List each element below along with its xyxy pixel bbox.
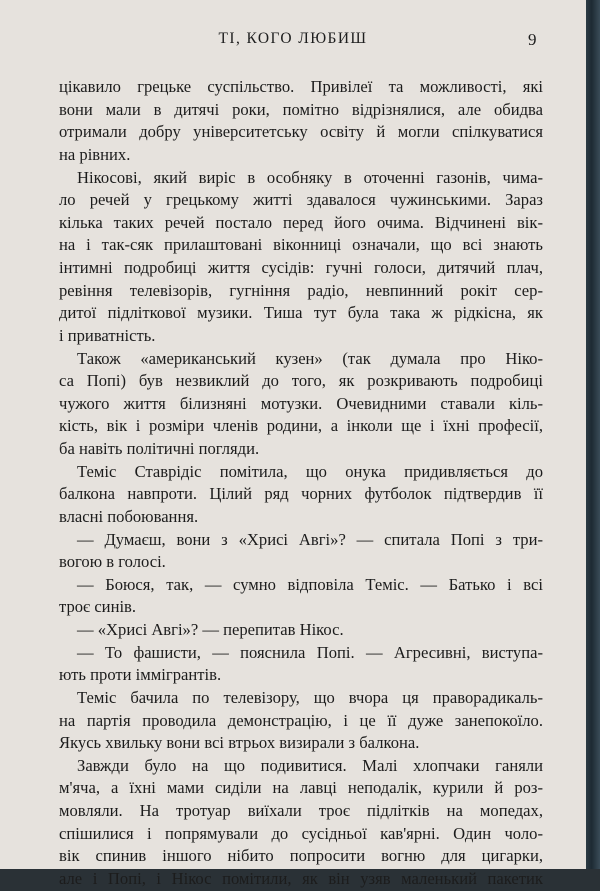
text-line: власні побоювання. [59,506,199,526]
text-line: — Боюся, так, — сумно відповіла Теміс. — Батько і всі [77,574,543,594]
text-line: Завжди було на що подивитися. Малі хлопчаки ганяли [77,755,543,775]
page-number: 9 [528,30,537,49]
text-line: вони мали в дитячі роки, помітно відрізнялися, але обидва [59,99,543,119]
text-line: цікавило грецьке суспільство. Привілеї та можливості, які [59,77,543,96]
text-line: інтимні подробиці життя сусідів: гучні голоси, дитячий плач, [59,258,543,277]
text-line: ба навіть політичні погляди. [59,439,260,458]
text-line: на і так-сяк прилаштовані віконниці означали, що всі знають [59,235,543,255]
text-line: Теміс Ставрідіс помітила, що онука придивляється до [77,461,543,481]
text-line: м'яча, а їхні мами сиділи на лавці неподалік, курили й роз- [59,778,543,798]
text-line: чужого життя білизняні мотузки. Очевидними ставали кіль- [59,393,543,413]
text-line: кілька таких речей постало перед його очима. Відчинені вік- [59,212,543,232]
text-line: — Думаєш, вони з «Хрисі Авгі»? — спитала Попі з три- [77,529,543,549]
text-line: вік спинив іншого нібито попросити вогню для цигарки, [59,846,543,866]
running-head-title: ТІ, КОГО ЛЮБИШ [218,30,368,47]
text-line: балкона навпроти. Цілий ряд чорних футболок підтвердив її [59,484,543,504]
text-line: — «Хрисі Авгі»? — перепитав Нікос. [77,620,344,639]
text-line: троє синів. [59,597,137,617]
body-text [59,76,543,891]
text-line: Також «американський кузен» (так думала про Ніко- [77,348,543,368]
text-line: Якусь хвильку вони всі втрьох визирали з балкона. [59,733,420,753]
text-line: вогою в голосі. [59,552,166,572]
text-line: мовляли. На тротуар виїхали троє підлітків на мопедах, [59,801,543,820]
text-line: кість, вік і розміри членів родини, а інколи ще і їхні професії, [59,416,543,436]
text-line: спішилися і попрямували до сусідньої кав'ярні. Один чоло- [59,823,543,843]
text-line: — То фашисти, — пояснила Попі. — Агресивні, виступа- [77,642,543,662]
text-line: але і Попі, і Нікос помітили, як він узяв маленький пакетик [59,868,543,888]
text-line: ло речей у грецькому житті здавалося чужинськими. Зараз [59,190,543,210]
text-line: отримали добру університетську освіту й могли спілкуватися [59,122,543,142]
text-line: ревіння телевізорів, гугніння радіо, невпинний рокіт сер- [59,280,543,300]
text-line: Теміс бачила по телевізору, що вчора ця праворадикаль- [77,687,543,707]
text-line: ють проти іммігрантів. [59,665,222,685]
book-spine-edge [586,0,600,869]
text-line: са Попі) був незвиклий до того, як розкривають подробиці [59,371,543,391]
text-line: дитої підліткової музики. Тиша тут була така ж рідкісна, як [59,303,543,323]
text-line: і приватність. [59,325,156,345]
text-line: на рівних. [59,144,131,164]
text-line: на партія проводила демонстрацію, і це її дуже занепокоїло. [59,710,543,730]
text-line: Нікосові, який виріс в особняку в оточенні газонів, чима- [77,167,543,187]
